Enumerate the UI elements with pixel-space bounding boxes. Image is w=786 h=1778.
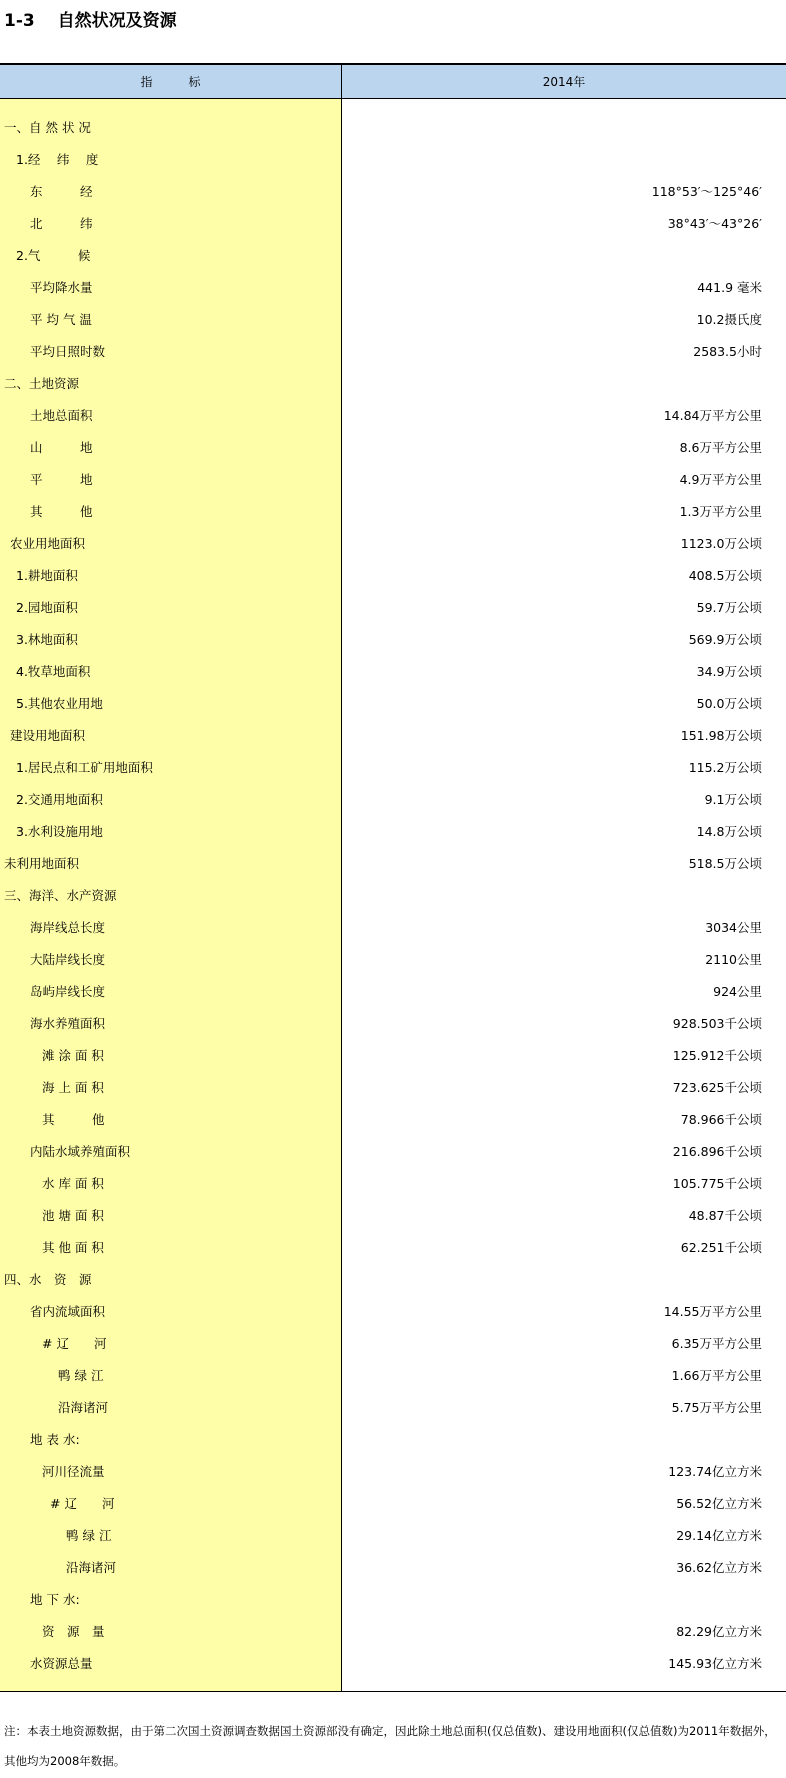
row-indicator: 水资源总量 xyxy=(0,1647,342,1679)
table-body xyxy=(0,99,786,1692)
row-indicator: 海 上 面 积 xyxy=(0,1071,342,1103)
table-row xyxy=(0,1167,786,1199)
table-row xyxy=(0,1071,786,1103)
row-indicator: 4.牧草地面积 xyxy=(0,655,342,687)
table-row xyxy=(0,879,786,911)
row-value: 56.52亿立方米 xyxy=(676,1496,762,1511)
row-value: 1.66万平方公里 xyxy=(671,1368,762,1383)
table-row xyxy=(0,1487,786,1519)
table-row xyxy=(0,1455,786,1487)
row-indicator: 鸭 绿 江 xyxy=(0,1359,342,1391)
row-indicator: 未利用地面积 xyxy=(0,847,342,879)
table-row xyxy=(0,1103,786,1135)
header-indicator: 指 标 xyxy=(0,65,342,98)
row-value xyxy=(342,879,786,911)
table-row xyxy=(0,1039,786,1071)
row-indicator: 山 地 xyxy=(0,431,342,463)
row-indicator: 其 他 xyxy=(0,495,342,527)
row-value: 1.3万平方公里 xyxy=(679,504,762,519)
row-indicator: 平 地 xyxy=(0,463,342,495)
row-indicator: 海岸线总长度 xyxy=(0,911,342,943)
row-indicator: 沿海诸河 xyxy=(0,1391,342,1423)
table-row xyxy=(0,911,786,943)
table-row xyxy=(0,1423,786,1455)
table-row xyxy=(0,1199,786,1231)
table-row xyxy=(0,975,786,1007)
table-row xyxy=(0,1391,786,1423)
row-value: 1123.0万公顷 xyxy=(680,536,762,551)
row-value: 78.966千公顷 xyxy=(680,1112,762,1127)
row-indicator: 滩 涂 面 积 xyxy=(0,1039,342,1071)
table-row xyxy=(0,623,786,655)
table-pad-top xyxy=(0,99,786,111)
table-row xyxy=(0,1647,786,1679)
table-row xyxy=(0,431,786,463)
table-row xyxy=(0,527,786,559)
row-indicator: 2.园地面积 xyxy=(0,591,342,623)
row-value: 4.9万平方公里 xyxy=(679,472,762,487)
page-title: 1-3 自然状况及资源 xyxy=(4,11,177,31)
table-row xyxy=(0,943,786,975)
table-row xyxy=(0,719,786,751)
row-value: 118°53′～125°46′ xyxy=(651,184,762,199)
row-value: 6.35万平方公里 xyxy=(671,1336,762,1351)
footnote: 注：本表土地资源数据，由于第二次国土资源调查数据国土资源部没有确定，因此除土地总面积(仅总值数)、建设用地面积(仅总值数)为2011年数据外，其他均为2008年数据。 xyxy=(4,1724,776,1768)
row-indicator: 水 库 面 积 xyxy=(0,1167,342,1199)
row-value: 115.2万公顷 xyxy=(688,760,762,775)
table-row xyxy=(0,143,786,175)
table-row xyxy=(0,559,786,591)
row-value: 105.775千公顷 xyxy=(672,1176,762,1191)
table-row xyxy=(0,239,786,271)
row-value: 36.62亿立方米 xyxy=(676,1560,762,1575)
row-value xyxy=(342,111,786,143)
row-value xyxy=(342,367,786,399)
row-value: 34.9万公顷 xyxy=(696,664,762,679)
table-row xyxy=(0,1231,786,1263)
row-indicator: 3.林地面积 xyxy=(0,623,342,655)
row-value: 38°43′～43°26′ xyxy=(667,216,762,231)
row-value: 82.29亿立方米 xyxy=(676,1624,762,1639)
table-row xyxy=(0,367,786,399)
row-value: 2110公里 xyxy=(705,952,762,967)
row-value: 151.98万公顷 xyxy=(680,728,762,743)
row-value xyxy=(342,1423,786,1455)
row-value: 928.503千公顷 xyxy=(672,1016,762,1031)
table-row xyxy=(0,655,786,687)
table-row xyxy=(0,1295,786,1327)
table-row xyxy=(0,815,786,847)
row-value: 3034公里 xyxy=(705,920,762,935)
row-indicator: 农业用地面积 xyxy=(0,527,342,559)
row-indicator: 平均降水量 xyxy=(0,271,342,303)
row-indicator: 地 表 水: xyxy=(0,1423,342,1455)
row-value: 518.5万公顷 xyxy=(688,856,762,871)
row-indicator: 三、海洋、水产资源 xyxy=(0,879,342,911)
row-value: 10.2摄氏度 xyxy=(696,312,762,327)
row-indicator: 海水养殖面积 xyxy=(0,1007,342,1039)
row-indicator: 1.耕地面积 xyxy=(0,559,342,591)
header-year: 2014年 xyxy=(542,75,586,89)
row-indicator: 其 他 xyxy=(0,1103,342,1135)
row-indicator: 四、水 资 源 xyxy=(0,1263,342,1295)
table-row xyxy=(0,591,786,623)
table-row xyxy=(0,207,786,239)
row-indicator: 地 下 水: xyxy=(0,1583,342,1615)
table-row xyxy=(0,1263,786,1295)
table-row xyxy=(0,111,786,143)
row-value: 14.8万公顷 xyxy=(696,824,762,839)
table-row xyxy=(0,687,786,719)
row-value: 59.7万公顷 xyxy=(696,600,762,615)
table-row xyxy=(0,1135,786,1167)
table-row xyxy=(0,271,786,303)
data-table xyxy=(0,63,786,1692)
row-value xyxy=(342,239,786,271)
row-indicator: 池 塘 面 积 xyxy=(0,1199,342,1231)
table-row xyxy=(0,751,786,783)
table-row xyxy=(0,1007,786,1039)
row-value: 62.251千公顷 xyxy=(680,1240,762,1255)
table-row xyxy=(0,1519,786,1551)
row-indicator: 平均日照时数 xyxy=(0,335,342,367)
row-indicator: 河川径流量 xyxy=(0,1455,342,1487)
row-value: 123.74亿立方米 xyxy=(668,1464,762,1479)
table-row xyxy=(0,303,786,335)
row-indicator: 北 纬 xyxy=(0,207,342,239)
row-indicator: 平 均 气 温 xyxy=(0,303,342,335)
row-value: 5.75万平方公里 xyxy=(671,1400,762,1415)
row-value xyxy=(342,1583,786,1615)
table-row xyxy=(0,335,786,367)
table-row xyxy=(0,1359,786,1391)
table-pad-bottom xyxy=(0,1679,786,1691)
row-indicator: # 辽 河 xyxy=(0,1487,342,1519)
row-value: 2583.5小时 xyxy=(693,344,762,359)
table-row xyxy=(0,463,786,495)
table-row xyxy=(0,175,786,207)
table-row xyxy=(0,1551,786,1583)
row-value: 48.87千公顷 xyxy=(688,1208,762,1223)
table-header xyxy=(0,63,786,99)
row-indicator: 建设用地面积 xyxy=(0,719,342,751)
table-row xyxy=(0,495,786,527)
row-indicator: 2.气 候 xyxy=(0,239,342,271)
row-indicator: 1.居民点和工矿用地面积 xyxy=(0,751,342,783)
row-value: 9.1万公顷 xyxy=(704,792,762,807)
row-value: 50.0万公顷 xyxy=(696,696,762,711)
row-indicator: 1.经 纬 度 xyxy=(0,143,342,175)
row-value: 569.9万公顷 xyxy=(688,632,762,647)
row-indicator: 内陆水域养殖面积 xyxy=(0,1135,342,1167)
row-value: 29.14亿立方米 xyxy=(676,1528,762,1543)
row-indicator: 5.其他农业用地 xyxy=(0,687,342,719)
row-value xyxy=(342,1263,786,1295)
row-value: 14.84万平方公里 xyxy=(663,408,762,423)
row-indicator: 其 他 面 积 xyxy=(0,1231,342,1263)
row-indicator: 资 源 量 xyxy=(0,1615,342,1647)
row-value: 8.6万平方公里 xyxy=(679,440,762,455)
row-indicator: 大陆岸线长度 xyxy=(0,943,342,975)
table-row xyxy=(0,1615,786,1647)
row-value: 125.912千公顷 xyxy=(672,1048,762,1063)
row-value: 924公里 xyxy=(713,984,762,999)
table-row xyxy=(0,1583,786,1615)
table-row xyxy=(0,847,786,879)
row-value: 145.93亿立方米 xyxy=(668,1656,762,1671)
row-value: 216.896千公顷 xyxy=(672,1144,762,1159)
table-row xyxy=(0,783,786,815)
row-value: 408.5万公顷 xyxy=(688,568,762,583)
row-indicator: 沿海诸河 xyxy=(0,1551,342,1583)
row-value: 723.625千公顷 xyxy=(672,1080,762,1095)
row-indicator: 东 经 xyxy=(0,175,342,207)
row-value: 14.55万平方公里 xyxy=(663,1304,762,1319)
row-indicator: 岛屿岸线长度 xyxy=(0,975,342,1007)
row-value xyxy=(342,143,786,175)
row-indicator: 二、土地资源 xyxy=(0,367,342,399)
row-indicator: 一、自 然 状 况 xyxy=(0,111,342,143)
table-row xyxy=(0,399,786,431)
row-indicator: 3.水利设施用地 xyxy=(0,815,342,847)
row-indicator: 2.交通用地面积 xyxy=(0,783,342,815)
row-indicator: 土地总面积 xyxy=(0,399,342,431)
row-indicator: # 辽 河 xyxy=(0,1327,342,1359)
table-row xyxy=(0,1327,786,1359)
row-indicator: 省内流域面积 xyxy=(0,1295,342,1327)
row-indicator: 鸭 绿 江 xyxy=(0,1519,342,1551)
row-value: 441.9 毫米 xyxy=(697,280,762,295)
